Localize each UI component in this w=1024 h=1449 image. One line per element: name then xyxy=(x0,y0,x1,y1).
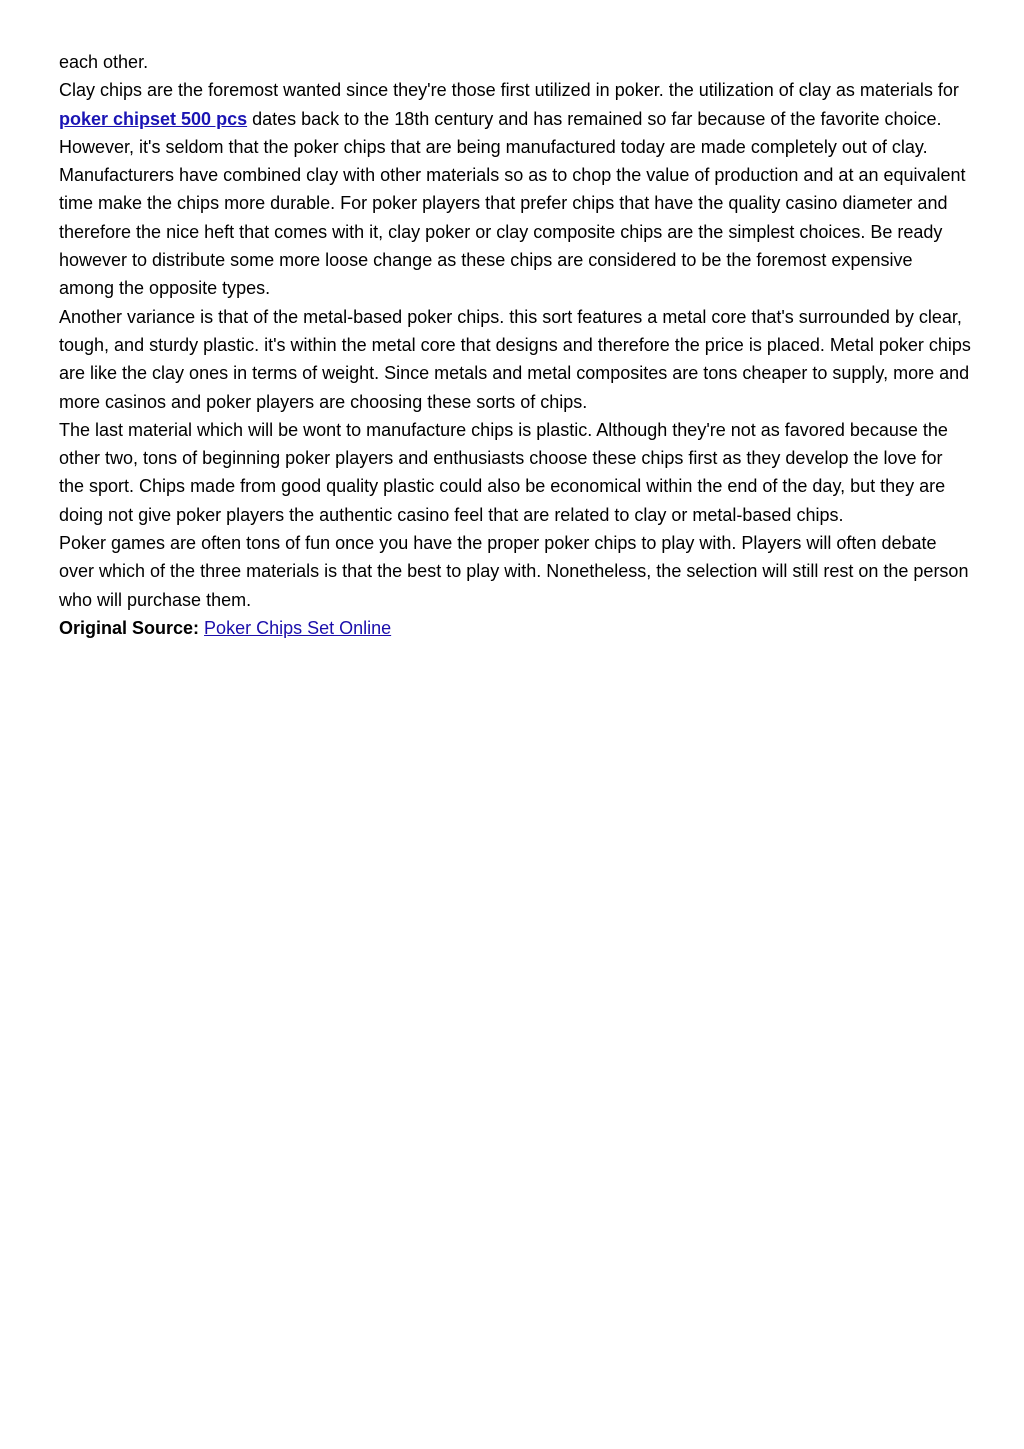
original-source-line xyxy=(59,614,971,642)
clay-text-after-link: dates back to the 18th century and has remained so far because of the favorite choice. However, it's seldom that the poker chips that are being manufactured today are made completely out of clay. Manufacturers have combined clay with other materials so as to chop the value of production and at an equivalent time make the chips more durable. For poker players that prefer chips that have the quality casino diameter and therefore the nice heft that comes with it, clay poker or clay composite chips are the simplest choices. Be ready however to distribute some more loose change as these chips are considered to be the foremost expensive among the opposite types. xyxy=(59,108,966,299)
clay-text-before-link: Clay chips are the foremost wanted since they're those first utilized in poker. the utilization of clay as materials for xyxy=(59,80,959,101)
original-source-label: Original Source: xyxy=(59,617,200,638)
original-source-link[interactable]: Poker Chips Set Online xyxy=(204,617,392,638)
intro-fragment: each other. xyxy=(59,52,149,72)
document-body xyxy=(59,48,971,642)
paragraph-conclusion: Poker games are often tons of fun once you have the proper poker chips to play with. Players will often debate over which of the three materials is that the best to play with. Nonetheless, the selection will still rest on the person who will purchase them. xyxy=(59,533,969,610)
poker-chipset-link[interactable]: poker chipset 500 pcs xyxy=(59,108,248,129)
paragraph-clay xyxy=(59,76,971,302)
paragraph-plastic: The last material which will be wont to manufacture chips is plastic. Although they're not as favored because the other two, tons of beginning poker players and enthusiasts choose these chips first as they develop the love for the sport. Chips made from good quality plastic could also be economical within the end of the day, but they are doing not give poker players the authentic casino feel that are related to clay or metal-based chips. xyxy=(59,419,948,525)
paragraph-metal: Another variance is that of the metal-based poker chips. this sort features a metal core that's surrounded by clear, tough, and sturdy plastic. it's within the metal core that designs and therefore the price is placed. Metal poker chips are like the clay ones in terms of weight. Since metals and metal composites are tons cheaper to supply, more and more casinos and poker players are choosing these sorts of chips. xyxy=(59,306,971,412)
